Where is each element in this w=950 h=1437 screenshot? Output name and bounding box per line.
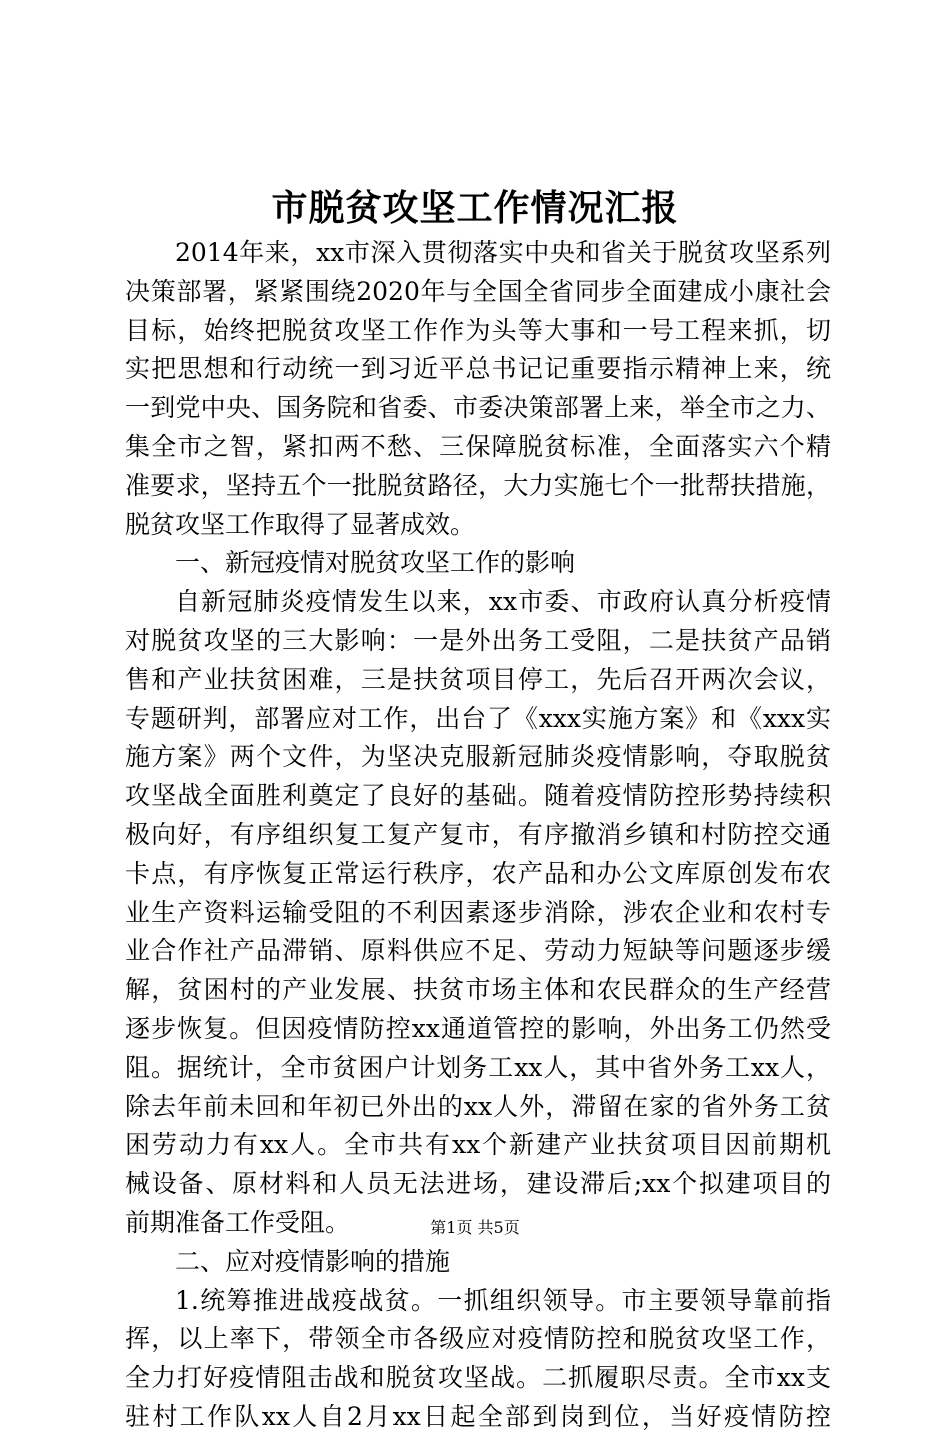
page-footer: 第1页 共5页 <box>430 1218 520 1237</box>
text-line: 械设备、原材料和人员无法进场，建设滞后;xx个拟建项目的 <box>125 1169 831 1199</box>
text-line: 脱贫攻坚工作取得了显著成效。 <box>125 509 476 539</box>
text-line: 专题研判，部署应对工作，出台了《xxx实施方案》和《xxx实 <box>125 703 831 733</box>
text-line: 目标，始终把脱贫攻坚工作作为头等大事和一号工程来抓，切 <box>125 315 831 345</box>
text-line: 准要求，坚持五个一批脱贫路径，大力实施七个一批帮扶措施， <box>125 470 831 500</box>
text-line: 解，贫困村的产业发展、扶贫市场主体和农民群众的生产经营 <box>125 975 831 1005</box>
text-line: 困劳动力有xx人。全市共有xx个新建产业扶贫项目因前期机 <box>125 1130 831 1160</box>
text-line: 对脱贫攻坚的三大影响：一是外出务工受阻，二是扶贫产品销 <box>125 625 831 655</box>
document-body <box>125 234 831 1437</box>
text-line: 逐步恢复。但因疫情防控xx通道管控的影响，外出务工仍然受 <box>125 1013 831 1043</box>
text-line: 实把思想和行动统一到习近平总书记记重要指示精神上来，统 <box>125 354 831 384</box>
text-line: 施方案》两个文件，为坚决克服新冠肺炎疫情影响，夺取脱贫 <box>125 742 831 772</box>
text-line: 前期准备工作受阻。 <box>125 1207 351 1237</box>
text-line: 挥，以上率下，带领全市各级应对疫情防控和脱贫攻坚工作， <box>125 1324 831 1354</box>
text-line: 一到党中央、国务院和省委、市委决策部署上来，举全市之力、 <box>125 393 831 423</box>
text-line: 业合作社产品滞销、原料供应不足、劳动力短缺等问题逐步缓 <box>125 936 831 966</box>
text-line: 全力打好疫情阻击战和脱贫攻坚战。二抓履职尽责。全市xx支 <box>125 1363 831 1393</box>
text-line: 业生产资料运输受阻的不利因素逐步消除，涉农企业和农村专 <box>125 897 831 927</box>
text-line: 售和产业扶贫困难，三是扶贫项目停工，先后召开两次会议， <box>125 664 831 694</box>
text-line: 决策部署，紧紧围绕2020年与全国全省同步全面建成小康社会 <box>125 276 831 306</box>
text-line: 2014年来，xx市深入贯彻落实中央和省关于脱贫攻坚系列 <box>175 238 831 267</box>
section-heading: 一、新冠疫情对脱贫攻坚工作的影响 <box>175 548 576 578</box>
text-line: 自新冠肺炎疫情发生以来，xx市委、市政府认真分析疫情 <box>175 587 831 617</box>
text-line: 集全市之智，紧扣两不愁、三保障脱贫标准，全面落实六个精 <box>125 431 831 461</box>
text-line: 极向好，有序组织复工复产复市，有序撤消乡镇和村防控交通 <box>125 819 831 849</box>
text-line: 卡点，有序恢复正常运行秩序，农产品和办公文库原创发布农 <box>125 858 831 888</box>
document-title: 市脱贫攻坚工作情况汇报 <box>271 187 679 229</box>
text-line: 驻村工作队xx人自2月xx日起全部到岗到位，当好疫情防控 <box>125 1401 831 1431</box>
text-line: 攻坚战全面胜利奠定了良好的基础。随着疫情防控形势持续积 <box>125 781 831 811</box>
text-line: 阻。据统计，全市贫困户计划务工xx人，其中省外务工xx人， <box>125 1052 831 1082</box>
text-line: 除去年前未回和年初已外出的xx人外，滞留在家的省外务工贫 <box>125 1091 831 1121</box>
section-heading: 二、应对疫情影响的措施 <box>175 1246 451 1276</box>
text-line: 1.统筹推进战疫战贫。一抓组织领导。市主要领导靠前指 <box>175 1285 831 1315</box>
